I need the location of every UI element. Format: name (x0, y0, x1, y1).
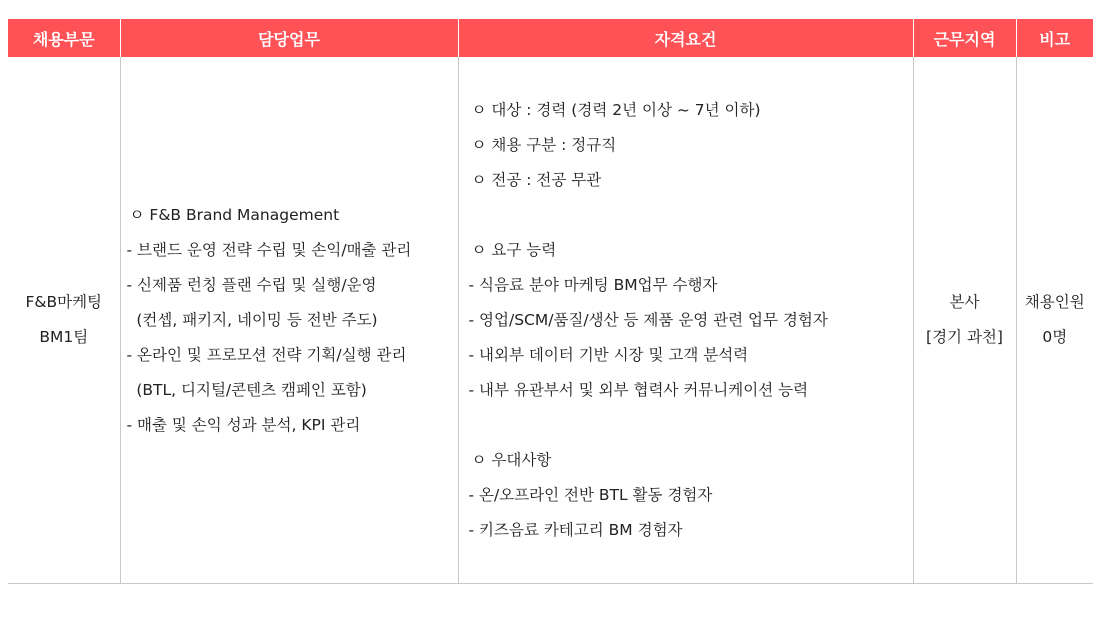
duty-heading: ㅇ F&B Brand Management (129, 205, 340, 224)
req-pref-item: - 키즈음료 카테고리 BM 경험자 (468, 520, 683, 539)
req-pref-item: - 온/오프라인 전반 BTL 활동 경험자 (468, 485, 713, 504)
note-cell (1016, 57, 1093, 584)
duty-list (121, 198, 458, 443)
duty-item-detail: (BTL, 디지털/콘텐츠 캠페인 포함) (126, 380, 367, 399)
duty-item: - 매출 및 손익 성과 분석, KPI 관리 (126, 415, 361, 434)
dept-cell (8, 57, 120, 584)
job-posting-table (8, 19, 1093, 584)
req-major: ㅇ 전공 : 전공 무관 (471, 170, 602, 189)
duty-item: - 브랜드 운영 전략 수립 및 손익/매출 관리 (126, 240, 412, 259)
header-duty: 담당업무 (120, 19, 458, 57)
req-target: ㅇ 대상 : 경력 (경력 2년 이상 ~ 7년 이하) (471, 100, 761, 119)
requirements-cell (458, 57, 913, 584)
header-row (8, 19, 1093, 57)
req-employment-type: ㅇ 채용 구분 : 정규직 (471, 135, 617, 154)
req-ability-item: - 식음료 분야 마케팅 BM업무 수행자 (468, 275, 718, 294)
requirements-list (459, 93, 913, 548)
location-cell (913, 57, 1016, 584)
req-ability-item: - 영업/SCM/품질/생산 등 제품 운영 관련 업무 경험자 (468, 310, 828, 329)
header-dept: 채용부문 (8, 19, 120, 57)
header-requirements: 자격요건 (458, 19, 913, 57)
req-ability-heading: ㅇ 요구 능력 (471, 240, 557, 259)
location-detail: [경기 과천] (926, 328, 1003, 346)
req-ability-item: - 내외부 데이터 기반 시장 및 고객 분석력 (468, 345, 749, 364)
duty-item: - 온라인 및 프로모션 전략 기획/실행 관리 (126, 345, 407, 364)
req-ability-item: - 내부 유관부서 및 외부 협력사 커뮤니케이션 능력 (468, 380, 809, 399)
header-note: 비고 (1016, 19, 1093, 57)
note-count: 0명 (1042, 328, 1068, 346)
spacer (469, 408, 913, 443)
duty-cell (120, 57, 458, 584)
header-location: 근무지역 (913, 19, 1016, 57)
note-label: 채용인원 (1024, 293, 1085, 311)
duty-item: - 신제품 런칭 플랜 수립 및 실행/운영 (126, 275, 377, 294)
team-name: BM1팀 (39, 328, 89, 346)
dept-name: F&B마케팅 (25, 293, 103, 311)
table-row (8, 57, 1093, 584)
duty-item-detail: (컨셉, 패키지, 네이밍 등 전반 주도) (126, 310, 378, 329)
req-pref-heading: ㅇ 우대사항 (471, 450, 552, 469)
location-name: 본사 (949, 293, 980, 311)
spacer (469, 198, 913, 233)
